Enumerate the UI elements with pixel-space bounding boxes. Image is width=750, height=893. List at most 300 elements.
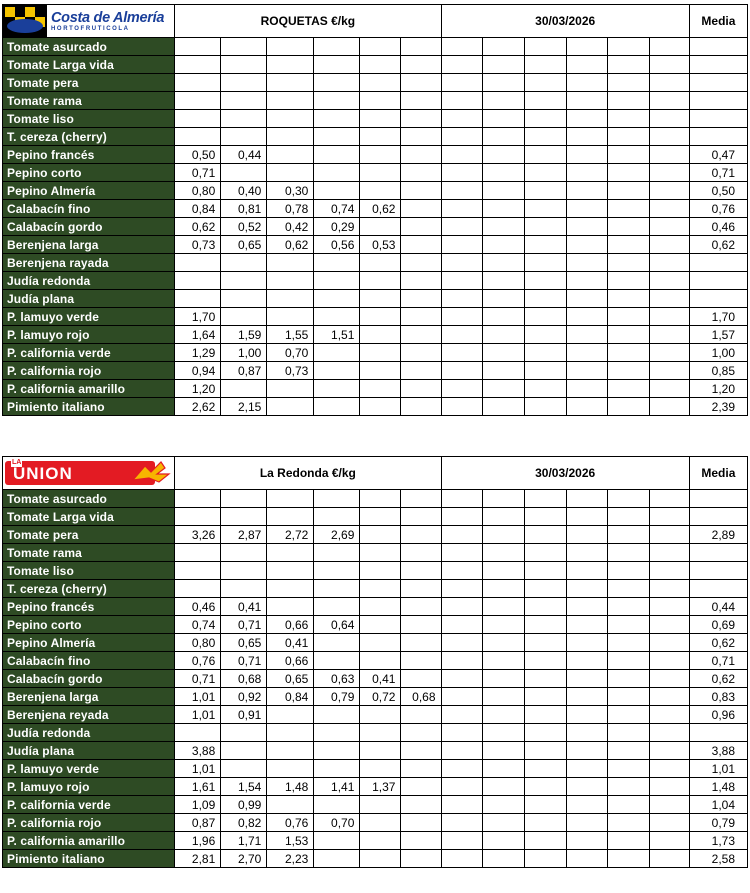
average-cell: 1,04 [689, 796, 747, 814]
price-cell [524, 778, 566, 796]
logo-la-union [3, 457, 175, 490]
product-name: Judía redonda [3, 272, 175, 290]
price-cell: 1,01 [175, 706, 221, 724]
price-cell: 0,68 [221, 670, 267, 688]
price-cell [524, 38, 566, 56]
price-cell: 3,26 [175, 526, 221, 544]
price-cell [221, 380, 267, 398]
price-cell [524, 742, 566, 760]
price-cell [175, 56, 221, 74]
price-cell [267, 380, 314, 398]
price-cell [649, 92, 689, 110]
price-cell [482, 508, 524, 526]
table-row [3, 380, 748, 398]
price-cell [441, 128, 482, 146]
price-cell [221, 308, 267, 326]
price-cell [524, 724, 566, 742]
price-cell [175, 38, 221, 56]
price-cell [314, 706, 360, 724]
price-cell [524, 56, 566, 74]
price-cell [482, 74, 524, 92]
price-cell [524, 634, 566, 652]
average-cell [689, 490, 747, 508]
product-name: Berenjena reyada [3, 706, 175, 724]
price-cell [441, 236, 482, 254]
price-cell: 1,00 [221, 344, 267, 362]
price-cell [524, 526, 566, 544]
price-cell [401, 110, 441, 128]
product-name: Pimiento italiano [3, 398, 175, 416]
product-name: Pimiento italiano [3, 850, 175, 868]
price-cell [360, 362, 401, 380]
price-cell [267, 508, 314, 526]
price-cell [649, 182, 689, 200]
price-cell: 0,71 [175, 164, 221, 182]
average-cell: 0,76 [689, 200, 747, 218]
media-header: Media [689, 5, 747, 38]
price-cell [607, 398, 649, 416]
price-cell [314, 562, 360, 580]
price-cell [360, 508, 401, 526]
price-cell [175, 110, 221, 128]
price-cell: 0,73 [267, 362, 314, 380]
price-cell: 0,29 [314, 218, 360, 236]
average-cell: 1,70 [689, 308, 747, 326]
price-cell [401, 380, 441, 398]
product-name: Judía plana [3, 742, 175, 760]
price-cell: 2,87 [221, 526, 267, 544]
price-cell [314, 380, 360, 398]
price-cell [524, 200, 566, 218]
price-cell: 2,62 [175, 398, 221, 416]
price-cell [649, 344, 689, 362]
table-row [3, 508, 748, 526]
table-row [3, 490, 748, 508]
price-cell [221, 92, 267, 110]
price-cell [524, 398, 566, 416]
price-cell [482, 778, 524, 796]
price-cell [360, 398, 401, 416]
price-cell: 0,91 [221, 706, 267, 724]
average-cell: 0,69 [689, 616, 747, 634]
table-row [3, 146, 748, 164]
price-cell [314, 490, 360, 508]
table-row [3, 544, 748, 562]
price-cell [566, 38, 607, 56]
price-cell [360, 146, 401, 164]
price-cell [649, 580, 689, 598]
product-name: Calabacín fino [3, 652, 175, 670]
product-name: Pepino corto [3, 616, 175, 634]
price-cell [314, 272, 360, 290]
price-cell: 0,65 [267, 670, 314, 688]
average-cell [689, 272, 747, 290]
price-cell [524, 562, 566, 580]
average-cell: 1,20 [689, 380, 747, 398]
price-cell [360, 110, 401, 128]
price-cell [441, 92, 482, 110]
product-name: Tomate Larga vida [3, 508, 175, 526]
price-cell [607, 562, 649, 580]
media-header: Media [689, 457, 747, 490]
price-cell [441, 344, 482, 362]
price-cell [360, 796, 401, 814]
price-cell [221, 110, 267, 128]
price-cell: 1,48 [267, 778, 314, 796]
price-rows [3, 38, 748, 416]
price-cell [566, 200, 607, 218]
product-name: P. lamuyo verde [3, 308, 175, 326]
price-cell [221, 254, 267, 272]
price-cell [566, 652, 607, 670]
price-cell: 0,42 [267, 218, 314, 236]
price-cell [314, 164, 360, 182]
price-cell [482, 616, 524, 634]
price-cell [314, 850, 360, 868]
price-cell [401, 182, 441, 200]
price-cell: 0,71 [175, 670, 221, 688]
price-cell: 0,65 [221, 634, 267, 652]
price-cell [566, 56, 607, 74]
price-cell [566, 706, 607, 724]
price-cell [482, 56, 524, 74]
table-row [3, 56, 748, 74]
price-cell [649, 832, 689, 850]
price-cell [607, 670, 649, 688]
price-cell [524, 490, 566, 508]
average-cell [689, 128, 747, 146]
price-cell [607, 254, 649, 272]
price-cell: 1,71 [221, 832, 267, 850]
average-cell: 0,83 [689, 688, 747, 706]
price-cell [441, 652, 482, 670]
product-name: Calabacín gordo [3, 218, 175, 236]
price-cell [221, 272, 267, 290]
price-cell [649, 706, 689, 724]
average-cell [689, 110, 747, 128]
logo-costa-de-almeria [3, 5, 175, 38]
price-cell [401, 652, 441, 670]
product-name: Calabacín fino [3, 200, 175, 218]
price-cell [524, 110, 566, 128]
price-cell [649, 200, 689, 218]
average-cell [689, 74, 747, 92]
price-cell [607, 580, 649, 598]
price-cell [441, 724, 482, 742]
price-cell [566, 308, 607, 326]
table-row [3, 74, 748, 92]
price-cell [441, 544, 482, 562]
product-name: Tomate liso [3, 110, 175, 128]
price-cell [267, 92, 314, 110]
price-cell [482, 92, 524, 110]
price-cell [267, 110, 314, 128]
price-cell [482, 742, 524, 760]
table-row [3, 598, 748, 616]
average-cell [689, 544, 747, 562]
product-name: Berenjena rayada [3, 254, 175, 272]
product-name: Pepino corto [3, 164, 175, 182]
price-cell [607, 634, 649, 652]
price-cell [441, 56, 482, 74]
price-cell: 0,71 [221, 652, 267, 670]
price-table-la-redonda [2, 456, 748, 868]
price-cell: 1,09 [175, 796, 221, 814]
price-cell [441, 598, 482, 616]
price-cell [566, 92, 607, 110]
table-row [3, 652, 748, 670]
price-cell [175, 74, 221, 92]
average-cell [689, 254, 747, 272]
price-cell [221, 544, 267, 562]
price-cell [482, 362, 524, 380]
price-cell [221, 38, 267, 56]
price-cell: 1,59 [221, 326, 267, 344]
price-cell [482, 688, 524, 706]
price-cell [607, 344, 649, 362]
price-cell [441, 308, 482, 326]
logo-brand-text: Costa de Almería [51, 9, 165, 26]
price-cell [175, 92, 221, 110]
price-cell: 0,99 [221, 796, 267, 814]
price-cell [649, 688, 689, 706]
price-table-roquetas [2, 4, 748, 416]
price-cell: 0,76 [267, 814, 314, 832]
price-cell: 1,96 [175, 832, 221, 850]
price-cell: 0,66 [267, 616, 314, 634]
price-cell [175, 128, 221, 146]
price-cell [267, 796, 314, 814]
price-cell [524, 688, 566, 706]
price-cell [649, 236, 689, 254]
price-cell [401, 742, 441, 760]
price-cell [649, 56, 689, 74]
price-cell: 1,55 [267, 326, 314, 344]
price-cell [566, 688, 607, 706]
price-cell [360, 326, 401, 344]
price-cell [607, 652, 649, 670]
price-cell [441, 182, 482, 200]
price-cell [524, 146, 566, 164]
price-cell [566, 272, 607, 290]
price-cell [524, 706, 566, 724]
price-cell [649, 634, 689, 652]
price-cell [607, 706, 649, 724]
price-cell: 1,29 [175, 344, 221, 362]
price-cell [221, 490, 267, 508]
price-cell [566, 380, 607, 398]
price-cell [566, 398, 607, 416]
price-cell [360, 490, 401, 508]
price-cell: 0,40 [221, 182, 267, 200]
price-cell [649, 146, 689, 164]
price-cell [314, 182, 360, 200]
average-cell: 0,96 [689, 706, 747, 724]
price-cell [649, 742, 689, 760]
price-cell [267, 272, 314, 290]
price-cell: 2,15 [221, 398, 267, 416]
price-cell [524, 182, 566, 200]
price-cell [482, 832, 524, 850]
price-cell [221, 742, 267, 760]
price-rows [3, 490, 748, 868]
price-cell [314, 760, 360, 778]
price-cell: 2,81 [175, 850, 221, 868]
price-cell: 0,84 [267, 688, 314, 706]
price-cell [482, 398, 524, 416]
price-cell: 1,20 [175, 380, 221, 398]
price-cell [524, 92, 566, 110]
price-cell [401, 344, 441, 362]
price-cell [441, 164, 482, 182]
average-cell: 0,62 [689, 634, 747, 652]
price-cell: 2,70 [221, 850, 267, 868]
price-cell [401, 706, 441, 724]
price-cell [267, 724, 314, 742]
price-cell [175, 562, 221, 580]
price-cell [607, 616, 649, 634]
price-cell [649, 778, 689, 796]
price-cell [607, 290, 649, 308]
price-cell [267, 598, 314, 616]
table-row [3, 850, 748, 868]
price-cell [482, 490, 524, 508]
price-cell [267, 742, 314, 760]
product-name: Pepino francés [3, 146, 175, 164]
table-row [3, 670, 748, 688]
product-name: P. california rojo [3, 362, 175, 380]
price-cell [649, 362, 689, 380]
price-cell [566, 128, 607, 146]
price-cell [524, 814, 566, 832]
logo-la-text: LA [12, 459, 22, 466]
average-cell: 3,88 [689, 742, 747, 760]
price-cell [441, 850, 482, 868]
table-row [3, 688, 748, 706]
price-cell: 0,62 [267, 236, 314, 254]
price-cell [441, 508, 482, 526]
price-cell [524, 544, 566, 562]
price-cell [360, 562, 401, 580]
price-cell [566, 182, 607, 200]
price-cell: 0,72 [360, 688, 401, 706]
price-cell [482, 38, 524, 56]
average-cell: 0,47 [689, 146, 747, 164]
product-name: Calabacín gordo [3, 670, 175, 688]
price-cell: 1,01 [175, 688, 221, 706]
price-cell [267, 74, 314, 92]
average-cell [689, 290, 747, 308]
price-cell [441, 688, 482, 706]
price-cell [649, 218, 689, 236]
price-cell [524, 362, 566, 380]
price-cell [566, 110, 607, 128]
price-cell [401, 832, 441, 850]
price-cell [441, 200, 482, 218]
price-cell [482, 164, 524, 182]
price-cell [401, 778, 441, 796]
price-cell [566, 562, 607, 580]
price-cell [267, 544, 314, 562]
price-cell [482, 544, 524, 562]
price-cell [314, 652, 360, 670]
price-cell [524, 380, 566, 398]
price-cell [267, 164, 314, 182]
average-cell [689, 724, 747, 742]
product-name: Tomate pera [3, 526, 175, 544]
average-cell: 1,48 [689, 778, 747, 796]
average-cell: 2,89 [689, 526, 747, 544]
average-cell: 0,71 [689, 164, 747, 182]
price-cell: 0,65 [221, 236, 267, 254]
price-cell [360, 544, 401, 562]
price-cell [649, 814, 689, 832]
price-cell [401, 254, 441, 272]
price-cell [314, 92, 360, 110]
price-cell [482, 110, 524, 128]
price-cell [607, 508, 649, 526]
price-cell [314, 290, 360, 308]
price-cell [607, 56, 649, 74]
price-cell [607, 362, 649, 380]
price-cell [314, 832, 360, 850]
price-cell [524, 254, 566, 272]
product-name: Tomate liso [3, 562, 175, 580]
price-cell [649, 290, 689, 308]
price-cell [175, 508, 221, 526]
price-cell [401, 580, 441, 598]
price-cell [401, 760, 441, 778]
price-cell: 2,69 [314, 526, 360, 544]
price-cell: 0,63 [314, 670, 360, 688]
price-cell [649, 562, 689, 580]
price-cell: 0,66 [267, 652, 314, 670]
price-cell [314, 796, 360, 814]
price-cell [482, 380, 524, 398]
average-cell: 2,39 [689, 398, 747, 416]
average-cell [689, 508, 747, 526]
bird-logo-icon [131, 460, 173, 486]
average-cell: 1,01 [689, 760, 747, 778]
price-cell [649, 670, 689, 688]
average-cell: 0,44 [689, 598, 747, 616]
table-row [3, 92, 748, 110]
average-cell: 1,73 [689, 832, 747, 850]
table-row [3, 236, 748, 254]
price-cell [566, 74, 607, 92]
price-cell [441, 796, 482, 814]
product-name: Pepino Almería [3, 182, 175, 200]
price-cell: 0,53 [360, 236, 401, 254]
price-cell [649, 254, 689, 272]
average-cell [689, 580, 747, 598]
price-cell: 0,74 [314, 200, 360, 218]
price-cell [607, 182, 649, 200]
price-cell [441, 326, 482, 344]
price-cell [267, 706, 314, 724]
price-cell [360, 724, 401, 742]
price-cell [221, 290, 267, 308]
price-cell [566, 236, 607, 254]
price-cell [566, 796, 607, 814]
price-cell [524, 290, 566, 308]
price-cell [566, 326, 607, 344]
price-cell [607, 832, 649, 850]
product-name: P. california verde [3, 344, 175, 362]
price-cell [314, 344, 360, 362]
price-cell [566, 146, 607, 164]
price-cell [607, 796, 649, 814]
